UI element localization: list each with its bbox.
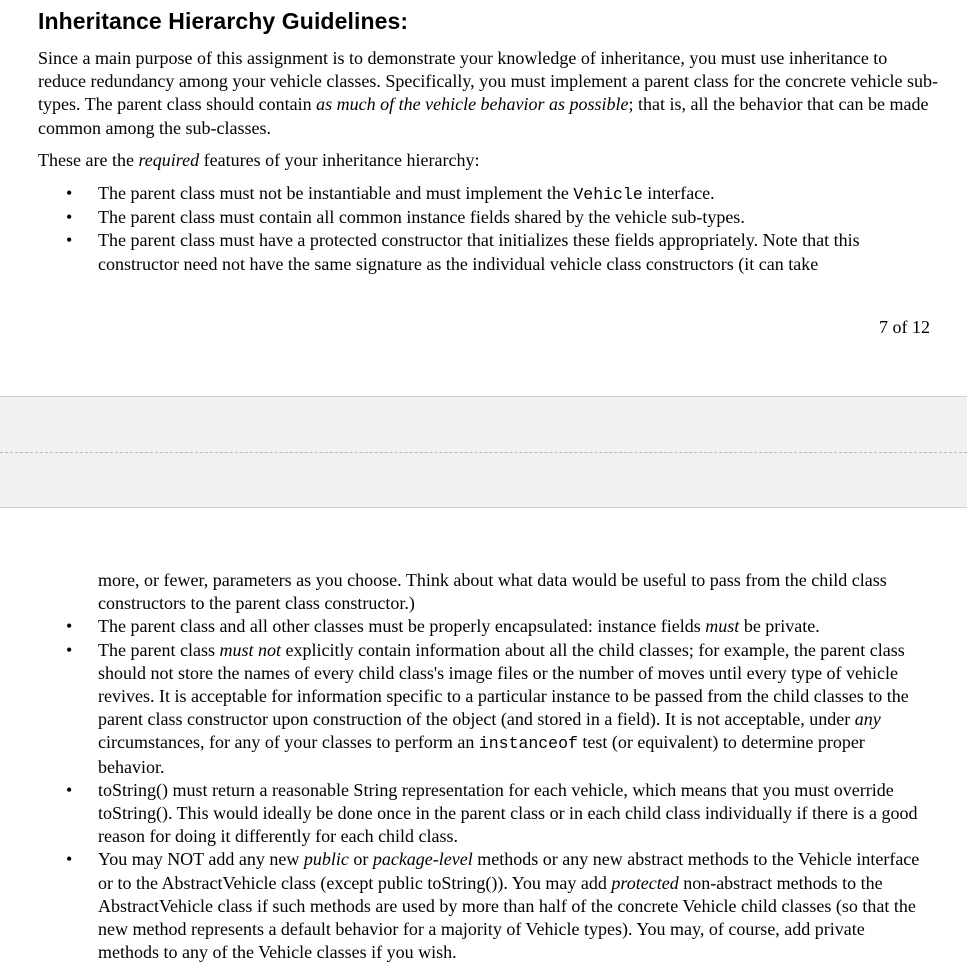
required-text-end: features of your inheritance hierarchy: — [199, 150, 480, 170]
intro-text-end: ; that is, all the behavior that can be made common among the sub-classes. — [38, 94, 929, 138]
list-item-continuation: more, or fewer, parameters as you choose. Think about what data would be useful to pass from the child class constructors to the parent class constructor.) — [98, 570, 887, 614]
list-item: • You may NOT add any new public or package-level methods or any new abstract methods to the Vehicle interface or to the AbstractVehicle class (except public toString()). You may add protected non-abstract methods to the AbstractVehicle class if such methods are used by more than half of the concrete Vehicle child classes (so that the new method represents a default behavior for a majority of Vehicle types). You may, of course, add private methods to any of the Vehicle classes if you wish. — [0, 848, 967, 964]
list-item: • The parent class and all other classes must be properly encapsulated: instance fields must be private. — [0, 615, 967, 638]
section-heading: Inheritance Hierarchy Guidelines: — [38, 8, 409, 34]
list-item: • The parent class must contain all common instance fields shared by the vehicle sub-types. — [0, 206, 967, 229]
list-item: • toString() must return a reasonable String representation for each vehicle, which means that you must override toString(). This would ideally be done once in the parent class or in each child class individually if there is a good reason for doing it differently for each child class. — [0, 779, 967, 849]
intro-emphasis: as much of the vehicle behavior as possible — [316, 94, 629, 115]
vehicle-code: Vehicle — [573, 185, 643, 204]
page-divider — [0, 452, 967, 453]
intro-paragraph — [38, 47, 938, 140]
page-number: 7 of 12 — [879, 317, 930, 337]
page-8 — [0, 508, 967, 966]
required-text: These are the — [38, 150, 139, 170]
page-gap — [0, 396, 967, 508]
page-7 — [0, 0, 967, 396]
required-emphasis: required — [138, 150, 200, 170]
list-item: • The parent class must not explicitly contain information about all the child classes; for example, the parent class should not store the names of every child class's image files or the number of moves until every type of vehicle revives. It is acceptable for information specific to a particular instance to be passed from the child classes to the parent class constructor upon construction of the object (and stored in a field). It is not acceptable, under any circumstances, for any of your classes to perform an instanceof test (or equivalent) to determine proper behavior. — [0, 639, 967, 779]
requirements-list-bottom — [0, 569, 967, 964]
intro-text: Since a main purpose of this assignment is to demonstrate your knowledge of inheritance, you must use inheritance to reduce redundancy among your vehicle classes. Specifically, you must implement a parent class for the concrete vehicle sub-types. The parent class should contain — [38, 48, 938, 115]
requirements-list-top — [0, 182, 967, 276]
required-intro — [38, 149, 938, 172]
list-item: • The parent class must not be instantiable and must implement the Vehicle interface. — [0, 182, 967, 206]
list-item: • The parent class must have a protected constructor that initializes these fields appropriately. Note that this constructor need not have the same signature as the individual vehicle class constructors (it can take — [0, 229, 967, 275]
instanceof-code: instanceof — [478, 734, 578, 754]
